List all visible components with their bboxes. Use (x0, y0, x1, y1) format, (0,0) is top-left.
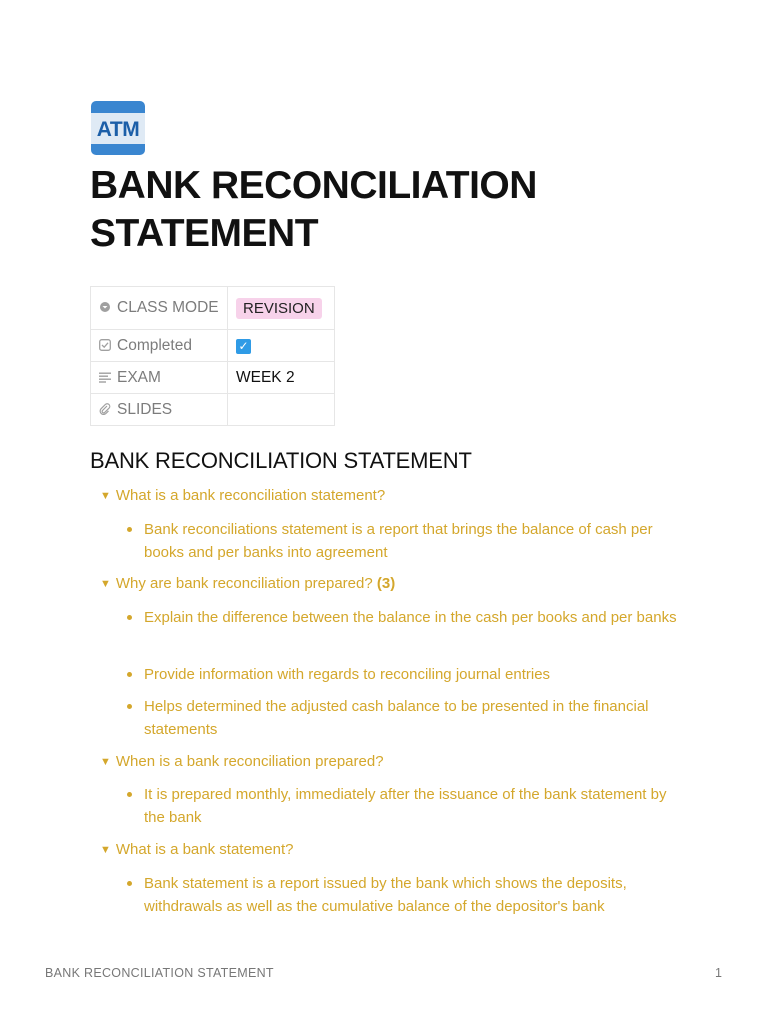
toggle-triangle-icon[interactable]: ▼ (100, 490, 111, 502)
checkbox-property-icon (99, 339, 111, 351)
list-item: Bank statement is a report issued by the bank which shows the deposits, withdrawals as well as the cumulative balance of the depositor's bank (144, 872, 689, 918)
toggle-what-is-bank-reconciliation[interactable] (100, 487, 385, 504)
select-icon (99, 301, 111, 313)
property-row-class-mode (91, 287, 335, 330)
toggle-question: What is a bank reconciliation statement? (115, 487, 386, 504)
property-row-exam (91, 362, 335, 394)
property-key-label: CLASS MODE (117, 299, 219, 316)
page-title: BANK RECONCILIATION STATEMENT (90, 164, 537, 255)
revision-tag: REVISION (236, 298, 322, 319)
toggle-question: Why are bank reconciliation prepared? (115, 575, 373, 592)
toggle-triangle-icon[interactable]: ▼ (100, 844, 111, 856)
atm-icon-text: ATM (96, 118, 140, 141)
property-value[interactable] (228, 287, 335, 330)
list-item: Provide information with regards to reconciling journal entries (144, 663, 689, 686)
atm-page-icon (91, 101, 145, 155)
properties-table (90, 286, 335, 426)
toggle-when-prepared[interactable] (100, 753, 384, 770)
footer-title: BANK RECONCILIATION STATEMENT (45, 966, 274, 980)
toggle-triangle-icon[interactable]: ▼ (100, 578, 111, 590)
toggle-triangle-icon[interactable]: ▼ (100, 756, 111, 768)
toggle-question: What is a bank statement? (115, 841, 294, 858)
list-item: Bank reconciliations statement is a report that brings the balance of cash per books and per banks into agreement (144, 518, 689, 564)
toggle-count: (3) (376, 575, 396, 592)
property-row-slides (91, 394, 335, 426)
property-key-label: Completed (117, 336, 192, 354)
property-value[interactable] (228, 394, 335, 426)
toggle-question: When is a bank reconciliation prepared? (115, 753, 384, 770)
list-item: Explain the difference between the balance in the cash per books and per banks (144, 606, 689, 629)
property-key (91, 330, 228, 362)
property-key-label: SLIDES (117, 400, 173, 418)
text-lines-icon (99, 371, 111, 383)
completed-checkbox[interactable]: ✓ (236, 339, 251, 354)
list-item: Helps determined the adjusted cash balance to be presented in the financial statements (144, 695, 689, 741)
paperclip-icon (99, 403, 111, 415)
page-number: 1 (715, 966, 722, 980)
property-key-label: EXAM (117, 368, 161, 386)
property-key (91, 287, 228, 330)
property-row-completed (91, 330, 335, 362)
property-value (228, 330, 335, 362)
list-item: It is prepared monthly, immediately after the issuance of the bank statement by the bank (144, 783, 689, 829)
toggle-what-is-bank-statement[interactable] (100, 841, 293, 858)
section-heading: BANK RECONCILIATION STATEMENT (90, 448, 472, 473)
toggle-why-prepared[interactable] (100, 575, 395, 592)
property-value[interactable]: WEEK 2 (228, 362, 335, 394)
property-key (91, 394, 228, 426)
property-key (91, 362, 228, 394)
